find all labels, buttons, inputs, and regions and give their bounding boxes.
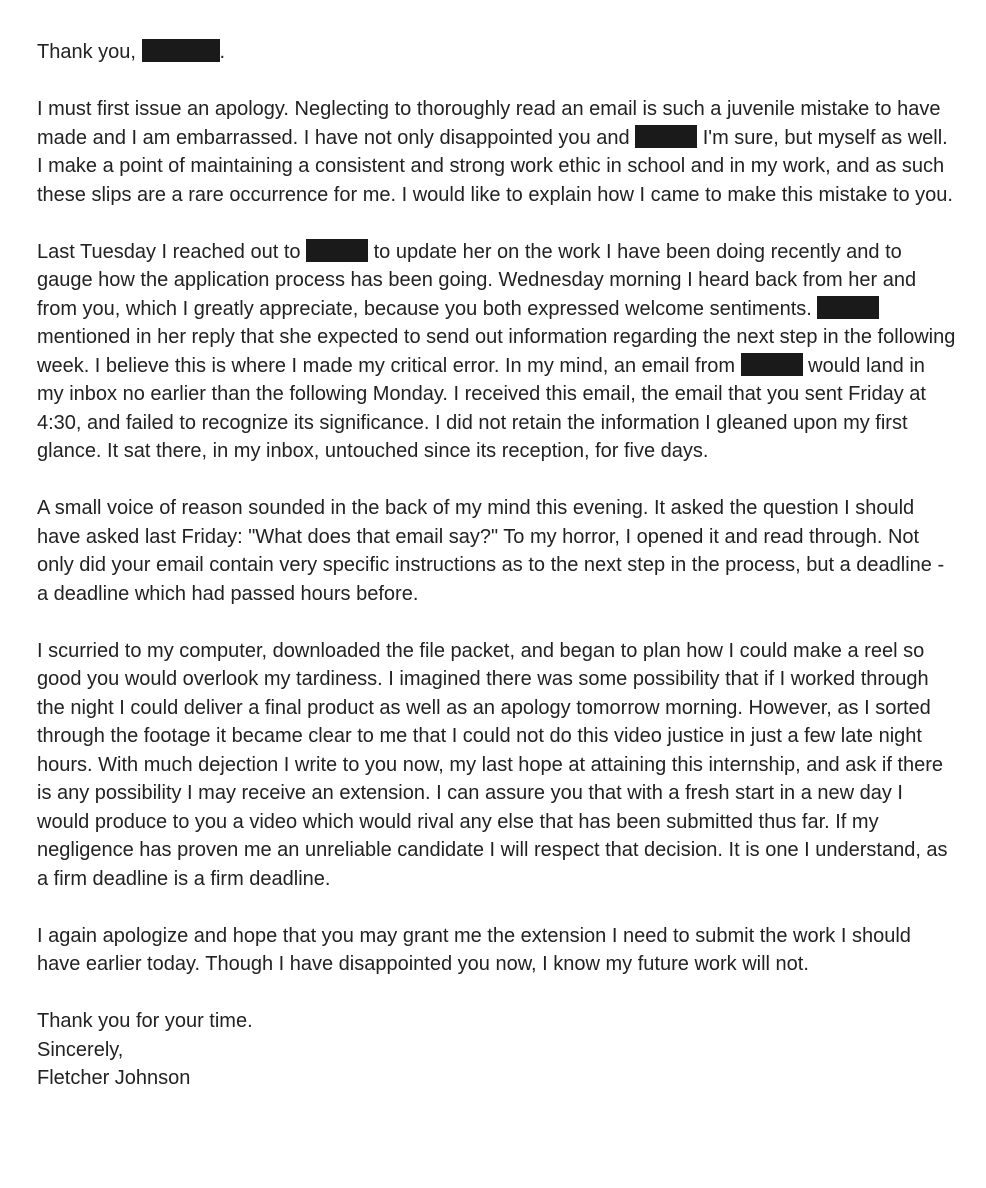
explanation-text-3: mentioned in her reply that she expected to send out information regarding the next step in the following week. I believe this is where I made my critical error. In my mind, an email from — [37, 326, 956, 377]
request-paragraph: I scurried to my computer, downloaded the file packet, and began to plan how I could make a reel so good you would overlook my tardiness. I imagined there was some possibility that if I worked through the night I could deliver a final product as well as an apology tomorrow morning. However, as I sorted through the footage it became clear to me that I could not do this video justice in just a few late night hours. With much dejection I write to you now, my last hope at attaining this internship, and ask if there is any possibility I may receive an extension. I can assure you that with a fresh start in a new day I would produce to you a video which would rival any else that has been submitted thus far. If my negligence has proven me an unreliable candidate I will respect that decision. It is one I understand, as a firm deadline is a firm deadline. — [37, 639, 948, 890]
letter-body — [37, 38, 957, 1121]
redaction-bar — [306, 239, 368, 262]
apology-text-2: I'm sure, but myself as well. I make a point of maintaining a consistent and strong work ethic in school and in my work, and as such these slips are a rare occurrence for me. I would like to explain how I came to make this mistake to you. — [37, 126, 953, 206]
explanation-text-1: Last Tuesday I reached out to — [37, 240, 307, 263]
realization-paragraph: A small voice of reason sounded in the back of my mind this evening. It asked the question I should have asked last Friday: "What does that email say?" To my horror, I opened it and read through. Not only did your email contain very specific instructions as to the next step in the process, but a deadline - a deadline which had passed hours before. — [37, 497, 945, 605]
apology-paragraph — [37, 95, 957, 209]
redaction-bar — [817, 296, 879, 319]
redaction-bar — [142, 39, 220, 62]
greeting-line — [37, 38, 957, 67]
closing-paragraph: I again apologize and hope that you may grant me the extension I need to submit the work I should have earlier today. Though I have disappointed you now, I know my future work will not. — [37, 924, 911, 975]
signoff-line: Sincerely, — [37, 1038, 124, 1061]
signature-block — [37, 1007, 957, 1093]
explanation-text-4: would land in my inbox no earlier than the following Monday. I received this email, the email that you sent Friday at 4:30, and failed to recognize its significance. I did not retain the information I gleaned upon my first glance. It sat there, in my inbox, untouched since its reception, for five days. — [37, 354, 926, 462]
greeting-text: Thank you, — [37, 41, 142, 63]
explanation-text-2: to update her on the work I have been doing recently and to gauge how the application process has been going. Wednesday morning I heard back from her and from you, which I greatly appreciate, because you both expressed welcome sentiments. — [37, 240, 917, 320]
redaction-bar — [635, 125, 697, 148]
redaction-bar — [741, 353, 803, 376]
signature-name: Fletcher Johnson — [37, 1067, 191, 1089]
greeting-punctuation: . — [219, 41, 226, 63]
explanation-paragraph — [37, 238, 957, 466]
apology-text-1: I must first issue an apology. Neglecting to thoroughly read an email is such a juvenile mistake to have made and I am embarrassed. I have not only disappointed you and — [37, 98, 941, 149]
thanks-line: Thank you for your time. — [37, 1010, 253, 1032]
